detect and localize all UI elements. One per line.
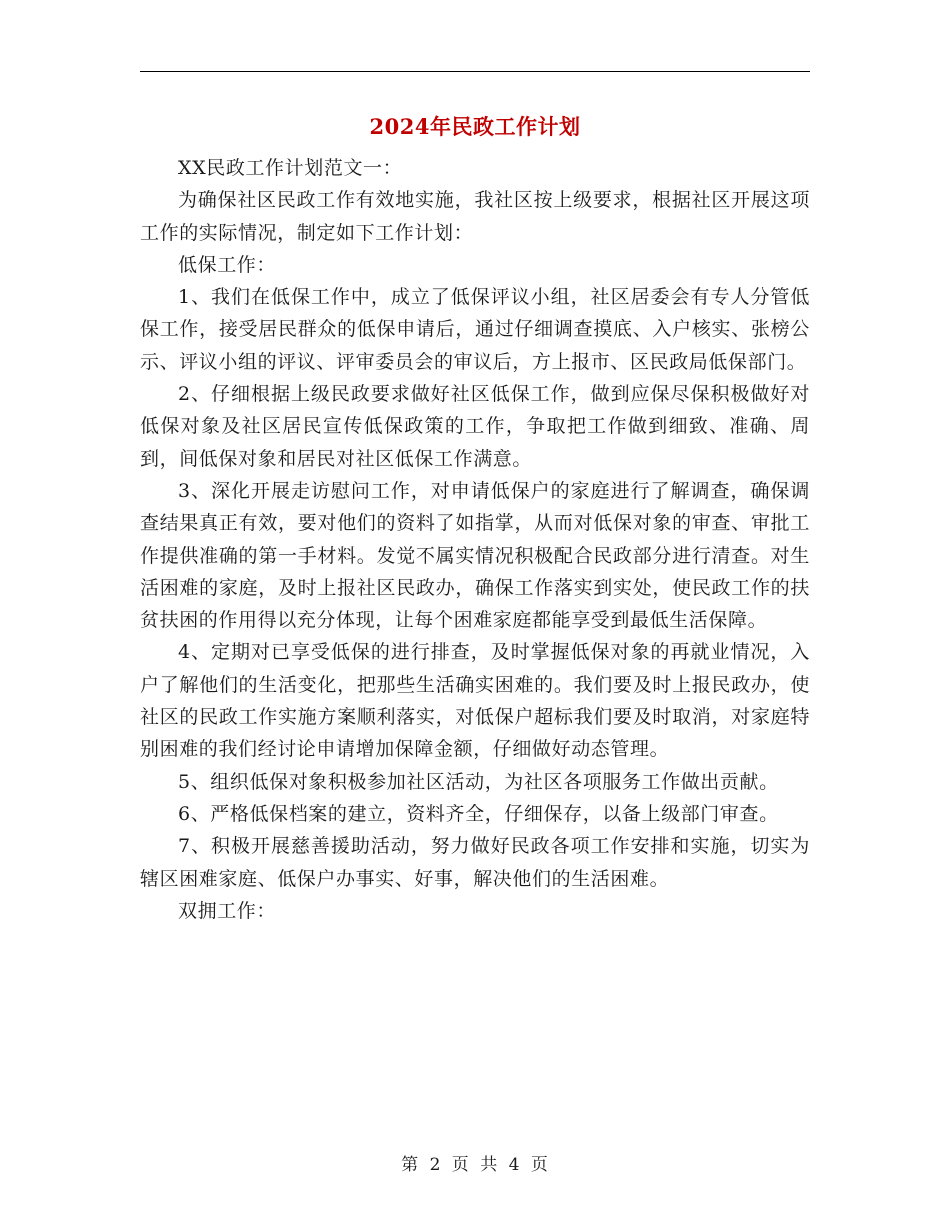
page-mid: 页 bbox=[451, 1155, 470, 1175]
paragraph-item-4: 4、定期对已享受低保的进行排查，及时掌握低保对象的再就业情况，入户了解他们的生活变化，把那些生活确实困难的。我们要及时上报民政办，使社区的民政工作实施方案顺利落实，对低保户超标我们要及时取消，对家庭特别困难的我们经讨论申请增加保障金额，仔细做好动态管理。 bbox=[140, 641, 810, 761]
paragraph-item-2: 2、仔细根据上级民政要求做好社区低保工作，做到应保尽保积极做好对低保对象及社区居民宣传低保政策的工作，争取把工作做到细致、准确、周到，间低保对象和居民对社区低保工作满意。 bbox=[140, 383, 810, 470]
paragraph-item-5: 5、组织低保对象积极参加社区活动，为社区各项服务工作做出贡献。 bbox=[178, 770, 779, 793]
page-current: 2 bbox=[429, 1155, 442, 1175]
paragraph-item-1: 1、我们在低保工作中，成立了低保评议小组，社区居委会有专人分管低保工作，接受居民群众的低保申请后，通过仔细调查摸底、入户核实、张榜公示、评议小组的评议、评审委员会的审议后，方上报市、区民政局低保部门。 bbox=[140, 286, 810, 373]
page-prefix: 第 bbox=[401, 1155, 420, 1175]
page-total-prefix: 共 bbox=[480, 1155, 499, 1175]
page-suffix: 页 bbox=[530, 1155, 549, 1175]
section-heading-dibao: 低保工作： bbox=[178, 253, 277, 276]
paragraph-item-3: 3、深化开展走访慰问工作，对申请低保户的家庭进行了解调查，确保调查结果真正有效，要对他们的资料了如指掌，从而对低保对象的审查、审批工作提供准确的第一手材料。发觉不属实情况积极配合民政部分进行清查。对生活困难的家庭，及时上报社区民政办，确保工作落实到实处，使民政工作的扶贫扶困的作用得以充分体现，让每个困难家庭都能享受到最低生活保障。 bbox=[140, 479, 810, 632]
paragraph-item-7: 7、积极开展慈善援助活动，努力做好民政各项工作安排和实施，切实为辖区困难家庭、低保户办事实、好事，解决他们的生活困难。 bbox=[140, 835, 810, 890]
paragraph-item-6: 6、严格低保档案的建立，资料齐全，仔细保存，以备上级部门审查。 bbox=[178, 802, 779, 825]
section-heading-shuangyong: 双拥工作： bbox=[178, 899, 277, 922]
page-total: 4 bbox=[508, 1155, 521, 1175]
paragraph-purpose: 为确保社区民政工作有效地实施，我社区按上级要求，根据社区开展这项工作的实际情况，制定如下工作计划： bbox=[140, 189, 810, 244]
paragraph-intro-label: XX民政工作计划范文一： bbox=[178, 157, 403, 179]
document-title: 2024年民政工作计划 bbox=[369, 114, 581, 139]
document-body bbox=[140, 152, 810, 927]
page-number-footer bbox=[140, 1153, 810, 1177]
header-rule bbox=[140, 71, 810, 72]
